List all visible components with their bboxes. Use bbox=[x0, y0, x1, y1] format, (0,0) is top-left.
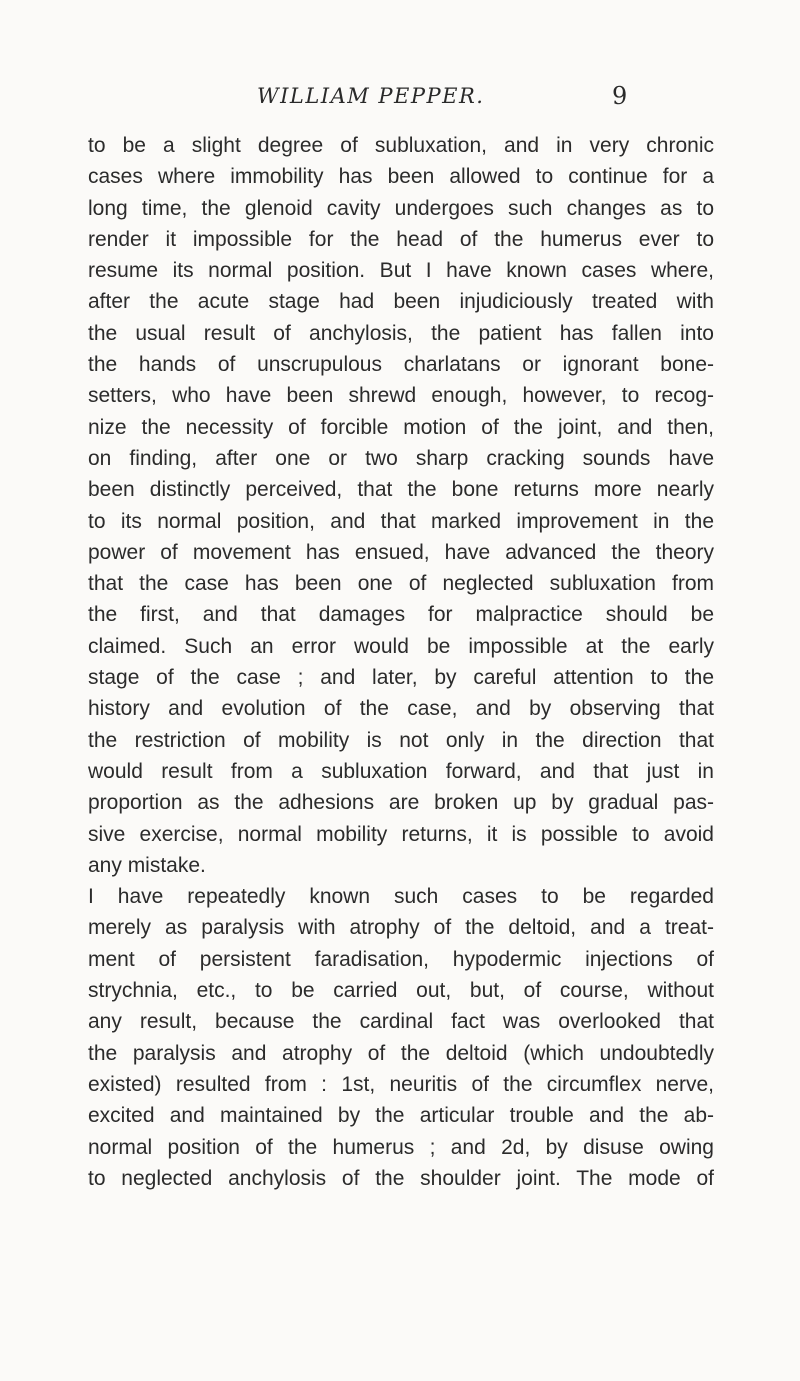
text-line: the hands of unscrupulous charlatans or ignorant bone- bbox=[88, 353, 714, 377]
running-title: WILLIAM PEPPER. bbox=[257, 84, 485, 108]
text-line: ment of persistent faradisation, hypodermic injections of bbox=[88, 947, 714, 971]
text-line: cases where immobility has been allowed to continue for a bbox=[88, 165, 714, 189]
text-line: setters, who have been shrewd enough, however, to recog- bbox=[88, 384, 714, 408]
text-line: I have repeatedly known such cases to be regarded bbox=[88, 885, 714, 909]
text-line: the first, and that damages for malpractice should be bbox=[88, 603, 714, 627]
text-line: the restriction of mobility is not only in the direction that bbox=[88, 728, 714, 752]
text-line: strychnia, etc., to be carried out, but, of course, without bbox=[88, 979, 714, 1003]
text-line: on finding, after one or two sharp cracking sounds have bbox=[88, 446, 714, 470]
text-line: to its normal position, and that marked improvement in the bbox=[88, 509, 714, 533]
text-line: existed) resulted from : 1st, neuritis of the circumflex nerve, bbox=[88, 1072, 714, 1096]
text-line: would result from a subluxation forward, and that just in bbox=[88, 759, 714, 783]
text-line: proportion as the adhesions are broken up by gradual pas- bbox=[88, 791, 714, 815]
text-line: history and evolution of the case, and by observing that bbox=[88, 697, 714, 721]
text-line: after the acute stage had been injudiciously treated with bbox=[88, 290, 714, 314]
text-line: sive exercise, normal mobility returns, it is possible to avoid bbox=[88, 822, 714, 846]
body-text bbox=[88, 130, 714, 1194]
text-line: nize the necessity of forcible motion of the joint, and then, bbox=[88, 415, 714, 439]
text-line: the usual result of anchylosis, the patient has fallen into bbox=[88, 321, 714, 345]
text-line: any result, because the cardinal fact was overlooked that bbox=[88, 1010, 714, 1034]
text-line: the paralysis and atrophy of the deltoid (which undoubtedly bbox=[88, 1041, 714, 1065]
text-line: merely as paralysis with atrophy of the deltoid, and a treat- bbox=[88, 916, 714, 940]
text-line: claimed. Such an error would be impossible at the early bbox=[88, 634, 714, 658]
text-line: to be a slight degree of subluxation, and in very chronic bbox=[88, 134, 714, 157]
page-number: 9 bbox=[612, 82, 628, 110]
text-line: excited and maintained by the articular trouble and the ab- bbox=[88, 1104, 714, 1128]
running-head bbox=[0, 84, 800, 114]
text-line: render it impossible for the head of the humerus ever to bbox=[88, 227, 714, 251]
text-line: resume its normal position. But I have known cases where, bbox=[88, 259, 714, 283]
text-line: any mistake. bbox=[88, 853, 206, 877]
text-line: normal position of the humerus ; and 2d, by disuse owing bbox=[88, 1135, 714, 1159]
text-line: stage of the case ; and later, by careful attention to the bbox=[88, 666, 714, 690]
text-line: to neglected anchylosis of the shoulder joint. The mode of bbox=[88, 1166, 714, 1190]
text-line: that the case has been one of neglected subluxation from bbox=[88, 572, 714, 596]
text-line: been distinctly perceived, that the bone returns more nearly bbox=[88, 478, 714, 502]
text-line: long time, the glenoid cavity undergoes such changes as to bbox=[88, 196, 714, 220]
text-line: power of movement has ensued, have advanced the theory bbox=[88, 540, 714, 564]
